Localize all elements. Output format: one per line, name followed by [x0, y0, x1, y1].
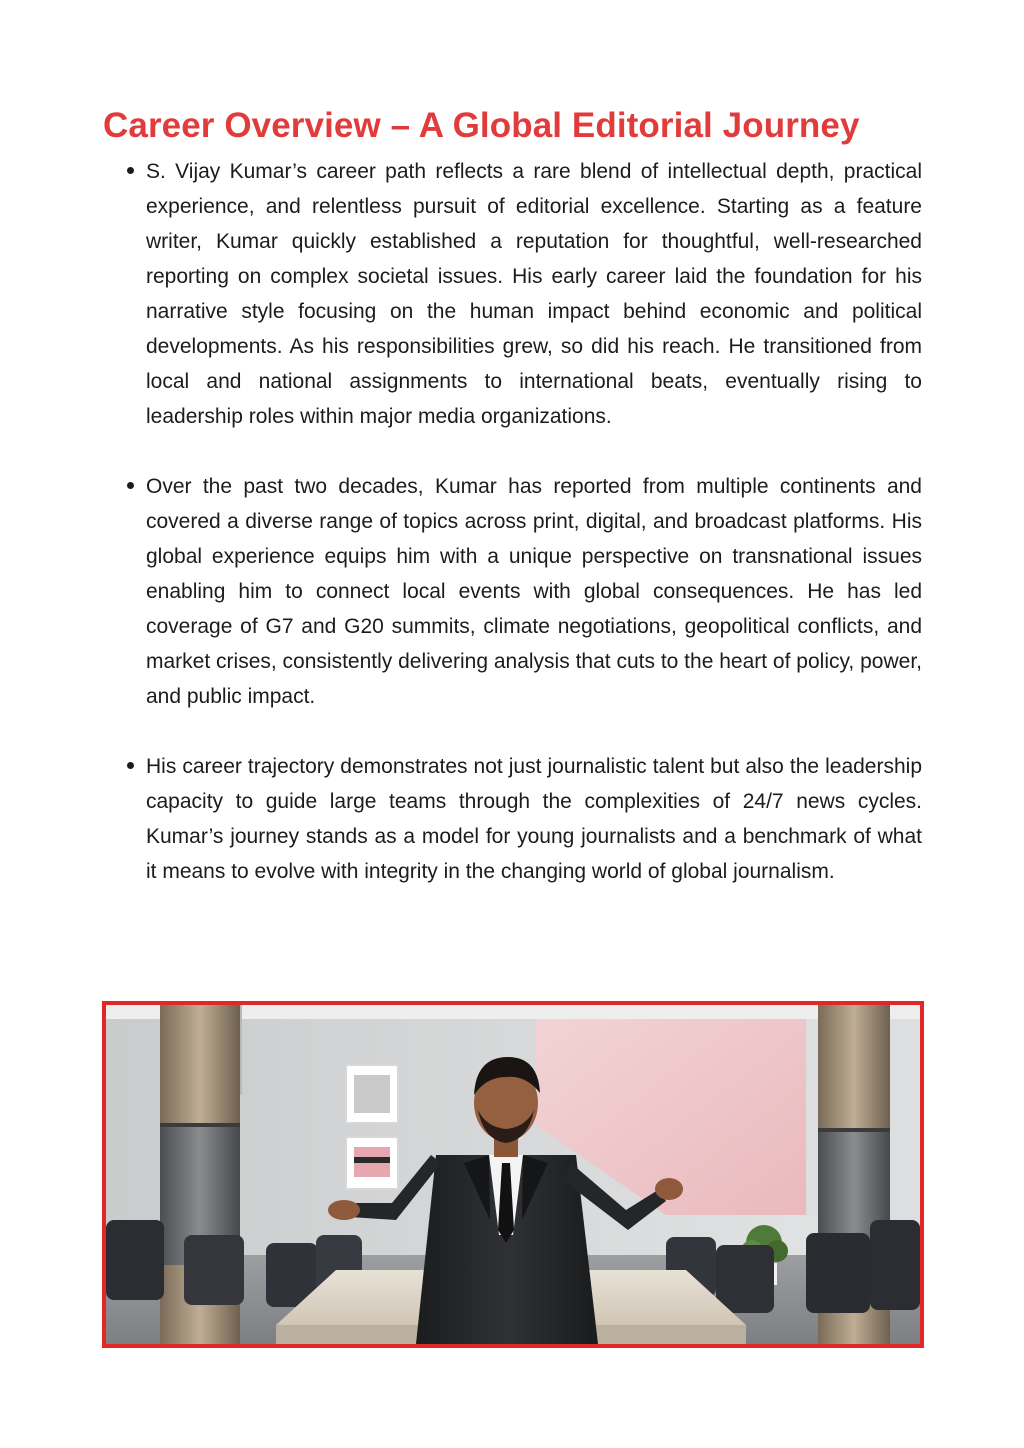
bullet-dot-icon	[127, 762, 134, 769]
bullet-text: His career trajectory demonstrates not just journalistic talent but also the leadership capacity to guide large teams through the complexities of 24/7 news cycles. Kumar’s journey stands as a model for young journalists and a benchmark of what it means to evolve with integrity in the changing world of global journalism.	[146, 755, 922, 883]
bullet-list	[100, 154, 922, 889]
page-title: Career Overview – A Global Editorial Journey	[103, 106, 860, 145]
bullet-item-career-path	[100, 154, 922, 434]
bullet-item-leadership	[100, 749, 922, 889]
bullet-item-global-reporting	[100, 469, 922, 714]
office-scene-illustration	[106, 1005, 920, 1344]
portrait-photo	[102, 1001, 924, 1348]
bullet-dot-icon	[127, 167, 134, 174]
bullet-text: Over the past two decades, Kumar has reported from multiple continents and covered a diverse range of topics across print, digital, and broadcast platforms. His global experience equips him with a unique perspective on transnational issues enabling him to connect local events with global consequences. He has led coverage of G7 and G20 summits, climate negotiations, geopolitical conflicts, and market crises, consistently delivering analysis that cuts to the heart of policy, power, and public impact.	[146, 475, 922, 708]
bullet-dot-icon	[127, 482, 134, 489]
bullet-text: S. Vijay Kumar’s career path reflects a rare blend of intellectual depth, practical experience, and relentless pursuit of editorial excellence. Starting as a feature writer, Kumar quickly established a reputation for thoughtful, well-researched reporting on complex societal issues. His early career laid the foundation for his narrative style focusing on the human impact behind economic and political developments. As his responsibilities grew, so did his reach. He transitioned from local and national assignments to international beats, eventually rising to leadership roles within major media organizations.	[146, 160, 922, 428]
